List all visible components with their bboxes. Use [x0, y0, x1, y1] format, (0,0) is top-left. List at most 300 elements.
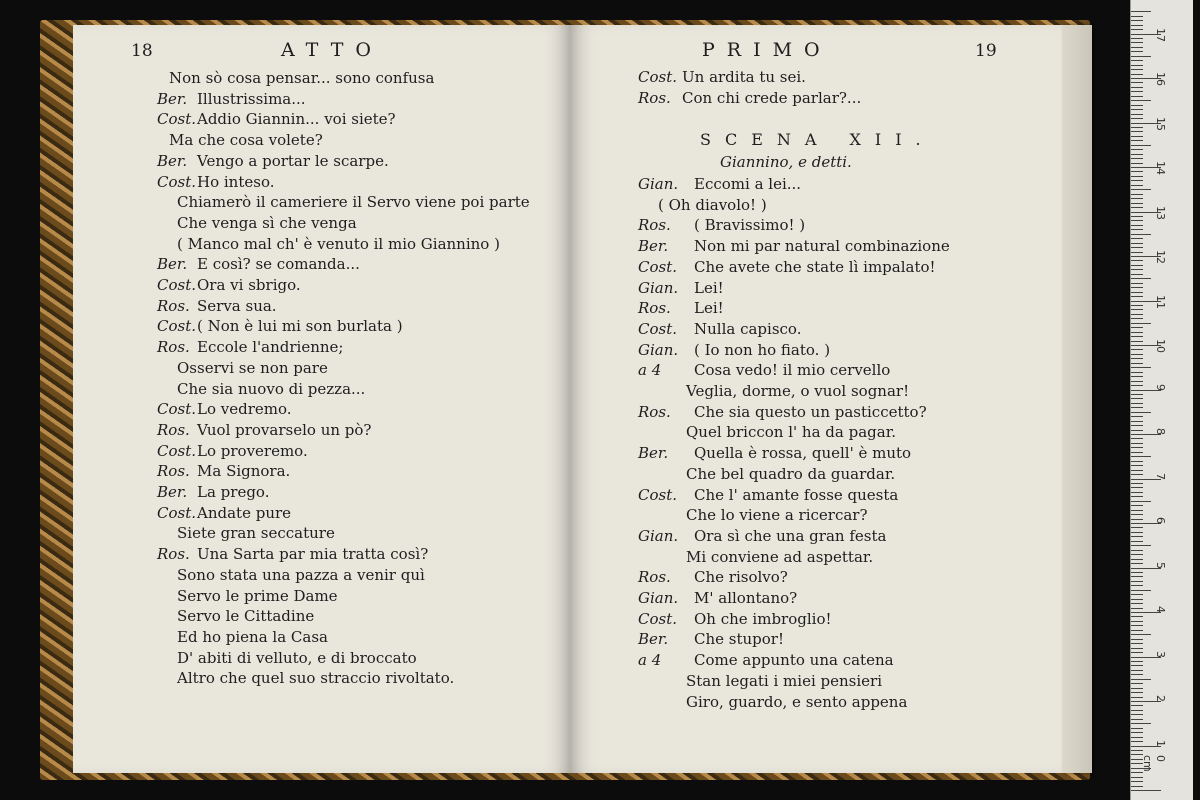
speaker-label: Cost.	[157, 400, 197, 419]
right-page	[570, 25, 1062, 773]
line-text: Che avete che state lì impalato!	[694, 257, 936, 276]
ruler-tick	[1131, 385, 1143, 386]
ruler-tick	[1131, 38, 1143, 39]
speaker-label: Cost.	[157, 441, 197, 460]
ruler-tick	[1131, 781, 1143, 782]
speaker-label: Ros.	[157, 420, 190, 439]
line-text: Lo proveremo.	[197, 441, 308, 460]
text-line	[157, 235, 500, 253]
text-line	[638, 651, 894, 669]
ruler-tick	[1131, 220, 1143, 221]
ruler-tick	[1131, 82, 1143, 83]
text-line	[638, 527, 886, 545]
ruler-number: 8	[1154, 428, 1167, 435]
ruler-tick	[1131, 91, 1143, 92]
ruler-tick	[1131, 452, 1143, 453]
ruler-tick	[1131, 714, 1143, 715]
ruler-tick	[1131, 309, 1143, 310]
ruler-tick	[1131, 225, 1143, 226]
line-text: Servo le Cittadine	[177, 607, 315, 626]
ruler-tick	[1131, 207, 1143, 208]
ruler-tick	[1131, 149, 1143, 150]
text-line	[638, 589, 797, 607]
line-text: Siete gran seccature	[177, 524, 335, 543]
ruler-tick	[1131, 750, 1143, 751]
ruler-tick	[1131, 69, 1143, 70]
text-line	[638, 216, 805, 234]
ruler-tick	[1131, 786, 1143, 787]
text-line	[157, 400, 292, 418]
ruler-tick	[1131, 176, 1143, 177]
ruler-tick	[1131, 661, 1143, 662]
speaker-label: Gian.	[638, 589, 679, 607]
text-line	[638, 382, 909, 400]
line-text: Vengo a portar le scarpe.	[197, 151, 389, 170]
line-text: Eccomi a lei...	[694, 175, 802, 193]
line-text: Addio Giannin... voi siete?	[197, 110, 396, 129]
speaker-label: Ros.	[638, 299, 671, 318]
ruler-number: 5	[1154, 561, 1167, 569]
ruler-tick	[1131, 198, 1143, 199]
speaker-label: Ros.	[638, 88, 671, 107]
text-line	[157, 193, 530, 211]
ruler-tick	[1131, 630, 1143, 631]
ruler-tick	[1131, 496, 1143, 497]
ruler-tick	[1131, 438, 1143, 439]
ruler-tick	[1131, 483, 1143, 484]
line-text: Ma Signora.	[197, 462, 291, 481]
line-text: Che stupor!	[694, 630, 784, 649]
line-text: Altro che quel suo straccio rivoltato.	[177, 669, 455, 688]
left-page-header: ATTO	[281, 39, 383, 61]
text-line	[638, 320, 801, 338]
ruler-tick	[1131, 109, 1143, 110]
speaker-label: Ber.	[157, 255, 188, 274]
ruler-tick	[1131, 51, 1143, 52]
line-text: Eccole l'andrienne;	[197, 338, 344, 357]
text-line	[157, 504, 291, 522]
text-line	[157, 276, 301, 294]
ruler-tick	[1131, 665, 1143, 666]
ruler-tick	[1131, 363, 1143, 364]
ruler-tick	[1131, 474, 1143, 475]
line-text: Quella è rossa, quell' è muto	[694, 444, 912, 463]
ruler-tick	[1131, 96, 1143, 97]
ruler-tick	[1131, 492, 1143, 493]
speaker-label: Cost.	[638, 609, 678, 628]
text-line	[157, 90, 306, 108]
ruler-number: 9	[1154, 383, 1167, 391]
measuring-ruler	[1130, 0, 1193, 800]
speaker-label: Cost.	[157, 276, 197, 294]
text-line	[157, 566, 425, 584]
text-line	[638, 672, 882, 690]
ruler-tick	[1131, 563, 1143, 564]
speaker-label: Ber.	[157, 151, 188, 170]
ruler-tick	[1131, 510, 1143, 511]
speaker-label: Cost.	[157, 503, 197, 522]
ruler-tick	[1131, 487, 1143, 488]
line-text: E così? se comanda...	[197, 255, 360, 274]
ruler-tick	[1131, 603, 1143, 604]
ruler-tick	[1131, 465, 1143, 466]
ruler-tick	[1131, 728, 1143, 729]
line-text: Illustrissima...	[197, 89, 306, 108]
speaker-label: Cost.	[157, 110, 197, 129]
line-text: Che risolvo?	[694, 568, 788, 587]
ruler-tick	[1131, 505, 1143, 506]
ruler-tick	[1131, 559, 1143, 560]
ruler-tick	[1131, 260, 1143, 261]
ruler-tick	[1131, 354, 1143, 355]
ruler-number: 17	[1154, 27, 1167, 42]
ruler-tick	[1131, 20, 1143, 21]
ruler-tick	[1131, 25, 1143, 26]
ruler-tick	[1131, 358, 1143, 359]
text-line	[157, 483, 269, 501]
line-text: Giro, guardo, e sento appena	[686, 692, 908, 711]
ruler-tick	[1131, 131, 1143, 132]
line-text: Servo le prime Dame	[177, 586, 338, 605]
ruler-tick	[1131, 278, 1151, 279]
ruler-tick	[1131, 425, 1143, 426]
speaker-label: Gian.	[638, 278, 679, 297]
line-text: ( Oh diavolo! )	[658, 195, 767, 214]
text-line	[157, 628, 328, 646]
ruler-tick	[1131, 790, 1161, 791]
line-text: ( Manco mal ch' è venuto il mio Giannino )	[177, 234, 500, 253]
ruler-tick	[1131, 283, 1143, 284]
ruler-tick	[1131, 100, 1151, 101]
ruler-tick	[1131, 114, 1143, 115]
ruler-tick	[1131, 670, 1143, 671]
ruler-tick	[1131, 154, 1143, 155]
text-line	[638, 465, 895, 483]
line-text: Ma che cosa volete?	[169, 131, 323, 150]
line-text: Ho inteso.	[197, 172, 275, 191]
speaker-label: Gian.	[638, 340, 679, 359]
ruler-tick	[1131, 381, 1143, 382]
ruler-tick	[1131, 412, 1151, 413]
ruler-number: 14	[1154, 161, 1167, 175]
ruler-tick	[1131, 541, 1143, 542]
speaker-label: Ber.	[157, 483, 188, 501]
line-text: Non mi par natural combinazione	[694, 237, 950, 256]
text-line	[157, 317, 403, 335]
speaker-label: Cost.	[157, 172, 197, 191]
line-text: Cosa vedo! il mio cervello	[694, 361, 891, 380]
line-text: Che bel quadro da guardar.	[686, 464, 896, 483]
text-line	[157, 338, 343, 356]
right-page-header: PRIMO	[702, 39, 832, 61]
ruler-tick	[1131, 185, 1143, 186]
ruler-tick	[1131, 585, 1143, 586]
ruler-tick	[1131, 367, 1151, 368]
ruler-tick	[1131, 403, 1143, 404]
line-text: Vuol provarselo un pò?	[197, 420, 372, 439]
ruler-tick	[1131, 314, 1143, 315]
text-line	[638, 361, 890, 379]
ruler-tick	[1131, 229, 1143, 230]
line-text: Oh che imbroglio!	[694, 609, 832, 628]
text-line	[638, 630, 784, 648]
text-line	[638, 341, 830, 359]
ruler-tick	[1131, 652, 1143, 653]
text-line	[157, 359, 328, 377]
text-line	[157, 110, 396, 128]
ruler-tick	[1131, 545, 1151, 546]
text-line	[157, 649, 417, 667]
ruler-tick	[1131, 247, 1143, 248]
line-text: Ed ho piena la Casa	[177, 627, 328, 646]
page-edge	[1062, 25, 1092, 773]
ruler-tick	[1131, 145, 1151, 146]
speaker-label: Ros.	[638, 568, 671, 587]
ruler-tick	[1131, 599, 1143, 600]
line-text: Un ardita tu sei.	[682, 68, 806, 86]
ruler-tick	[1131, 292, 1143, 293]
ruler-tick	[1131, 648, 1143, 649]
line-text: Come appunto una catena	[694, 651, 894, 670]
line-text: Che lo viene a ricercar?	[686, 506, 868, 525]
text-line	[157, 214, 357, 232]
ruler-number: 7	[1154, 472, 1167, 480]
line-text: Andate pure	[197, 503, 292, 522]
speaker-label: Cost.	[157, 317, 197, 336]
ruler-tick	[1131, 318, 1143, 319]
ruler-tick	[1131, 394, 1143, 395]
ruler-tick	[1131, 421, 1143, 422]
ruler-tick	[1131, 136, 1143, 137]
ruler-tick	[1131, 723, 1151, 724]
ruler-tick	[1131, 252, 1143, 253]
line-text: Lo vedremo.	[197, 400, 292, 419]
ruler-tick	[1131, 683, 1143, 684]
ruler-tick	[1131, 443, 1143, 444]
ruler-tick	[1131, 398, 1143, 399]
ruler-tick	[1131, 56, 1151, 57]
speaker-label: Ber.	[638, 444, 669, 463]
ruler-tick	[1131, 105, 1143, 106]
ruler-number: 4	[1154, 606, 1167, 613]
ruler-tick	[1131, 692, 1143, 693]
line-text: Una Sarta par mia tratta così?	[197, 545, 429, 564]
text-line	[157, 380, 365, 398]
ruler-tick	[1131, 732, 1143, 733]
ruler-tick	[1131, 447, 1143, 448]
text-line	[157, 607, 314, 625]
text-line	[638, 423, 896, 441]
line-text: ( Bravissimo! )	[694, 216, 806, 235]
speaker-label: Ros.	[638, 216, 671, 235]
ruler-tick	[1131, 376, 1143, 377]
ruler-tick	[1131, 581, 1143, 582]
ruler-tick	[1131, 572, 1143, 573]
ruler-tick	[1131, 323, 1151, 324]
text-line	[638, 548, 873, 566]
ruler-number: 12	[1154, 250, 1167, 264]
line-text: Osservi se non pare	[177, 358, 328, 377]
ruler-number: 13	[1154, 205, 1167, 220]
ruler-tick	[1131, 234, 1151, 235]
ruler-tick	[1131, 430, 1143, 431]
ruler-tick	[1131, 639, 1143, 640]
text-line	[638, 68, 806, 86]
ruler-tick	[1131, 719, 1143, 720]
line-text: La prego.	[197, 483, 270, 501]
ruler-tick	[1131, 305, 1143, 306]
ruler-tick	[1131, 118, 1143, 119]
ruler-tick	[1131, 287, 1143, 288]
text-line	[638, 693, 907, 711]
ruler-tick	[1131, 349, 1143, 350]
text-line	[157, 421, 371, 439]
ruler-tick	[1131, 674, 1143, 675]
ruler-number: 1	[1154, 739, 1167, 747]
line-text: Che sia nuovo di pezza...	[177, 379, 366, 398]
line-text: ( Io non ho fiato. )	[694, 340, 831, 359]
ruler-tick	[1131, 194, 1143, 195]
speaker-label: Ros.	[157, 545, 190, 564]
ruler-tick	[1131, 527, 1143, 528]
ruler-tick	[1131, 140, 1143, 141]
line-text: Quel briccon l' ha da pagar.	[686, 423, 896, 442]
text-line	[638, 196, 767, 214]
speaker-label: Gian.	[638, 175, 679, 193]
ruler-tick	[1131, 741, 1143, 742]
line-text: Che l' amante fosse questa	[694, 485, 899, 504]
ruler-tick	[1131, 180, 1143, 181]
text-line	[638, 237, 950, 255]
ruler-tick	[1131, 550, 1143, 551]
ruler-tick	[1131, 29, 1143, 30]
text-line	[638, 506, 868, 524]
text-line	[638, 258, 936, 276]
ruler-tick	[1131, 243, 1143, 244]
ruler-tick	[1131, 11, 1151, 12]
line-text: Ora sì che una gran festa	[694, 526, 887, 545]
ruler-tick	[1131, 74, 1143, 75]
ruler-tick	[1131, 87, 1143, 88]
ruler-tick	[1131, 554, 1143, 555]
speaker-label: Ros.	[157, 462, 190, 481]
ruler-tick	[1131, 625, 1143, 626]
ruler-tick	[1131, 407, 1143, 408]
ruler-unit-label: 0 cm	[1141, 755, 1167, 772]
text-line	[157, 69, 434, 87]
speaker-label: Gian.	[638, 526, 679, 545]
text-line	[157, 587, 338, 605]
line-text: Lei!	[694, 278, 724, 297]
speaker-label: Ros.	[157, 338, 190, 357]
ruler-tick	[1131, 590, 1151, 591]
text-line	[157, 297, 277, 315]
line-text: Lei!	[694, 299, 724, 318]
text-line	[157, 255, 360, 273]
text-line	[638, 403, 927, 421]
ruler-tick	[1131, 501, 1151, 502]
ruler-number: 11	[1154, 294, 1167, 309]
ruler-tick	[1131, 216, 1143, 217]
text-line	[157, 462, 290, 480]
ruler-tick	[1131, 634, 1151, 635]
ruler-tick	[1131, 127, 1143, 128]
speaker-label: a 4	[638, 361, 662, 380]
text-line	[638, 279, 724, 297]
text-line	[157, 173, 274, 191]
text-line	[638, 444, 911, 462]
ruler-tick	[1131, 158, 1143, 159]
ruler-tick	[1131, 16, 1143, 17]
text-line	[157, 524, 335, 542]
ruler-tick	[1131, 171, 1143, 172]
ruler-tick	[1131, 456, 1151, 457]
ruler-tick	[1131, 332, 1143, 333]
ruler-tick	[1131, 203, 1143, 204]
line-text: Con chi crede parlar?...	[682, 88, 862, 107]
line-text: Stan legati i miei pensieri	[686, 671, 882, 690]
speaker-label: Cost.	[638, 257, 678, 276]
line-text: Non sò cosa pensar... sono confusa	[169, 69, 435, 87]
ruler-tick	[1131, 688, 1143, 689]
ruler-tick	[1131, 705, 1143, 706]
ruler-tick	[1131, 327, 1143, 328]
line-text: Nulla capisco.	[694, 319, 802, 338]
ruler-tick	[1131, 372, 1143, 373]
speaker-label: Ros.	[157, 296, 190, 315]
ruler-tick	[1131, 42, 1143, 43]
line-text: Chiamerò il cameriere il Servo viene poi parte	[177, 193, 530, 212]
line-text: Veglia, dorme, o vuol sognar!	[686, 382, 910, 400]
ruler-tick	[1131, 536, 1143, 537]
ruler-tick	[1131, 679, 1151, 680]
ruler-tick	[1131, 710, 1143, 711]
ruler-number: 2	[1154, 695, 1167, 702]
ruler-tick	[1131, 621, 1143, 622]
ruler-tick	[1131, 269, 1143, 270]
ruler-tick	[1131, 643, 1143, 644]
ruler-tick	[1131, 60, 1143, 61]
ruler-tick	[1131, 470, 1143, 471]
ruler-tick	[1131, 594, 1143, 595]
ruler-tick	[1131, 616, 1143, 617]
speaker-label: Cost.	[638, 485, 678, 504]
text-line	[157, 669, 454, 687]
text-line	[157, 545, 428, 563]
line-text: Ora vi sbrigo.	[197, 276, 301, 294]
ruler-tick	[1131, 189, 1151, 190]
speaker-label: Ber.	[157, 89, 188, 108]
ruler-tick	[1131, 296, 1143, 297]
text-line	[638, 568, 788, 586]
ruler-tick	[1131, 737, 1143, 738]
line-text: Sono stata una pazza a venir quì	[177, 565, 425, 584]
ruler-tick	[1131, 238, 1143, 239]
ruler-tick	[1131, 65, 1143, 66]
ruler-tick	[1131, 336, 1143, 337]
speaker-label: Cost.	[638, 68, 678, 86]
text-line	[638, 610, 832, 628]
speaker-label: a 4	[638, 651, 662, 670]
ruler-tick	[1131, 461, 1143, 462]
ruler-tick	[1131, 265, 1143, 266]
line-text: Che sia questo un pasticcetto?	[694, 402, 927, 421]
ruler-number: 10	[1154, 339, 1167, 353]
text-line	[638, 299, 724, 317]
text-line	[638, 175, 801, 193]
line-text: ( Non è lui mi son burlata )	[197, 317, 403, 336]
ruler-number: 6	[1154, 517, 1167, 524]
